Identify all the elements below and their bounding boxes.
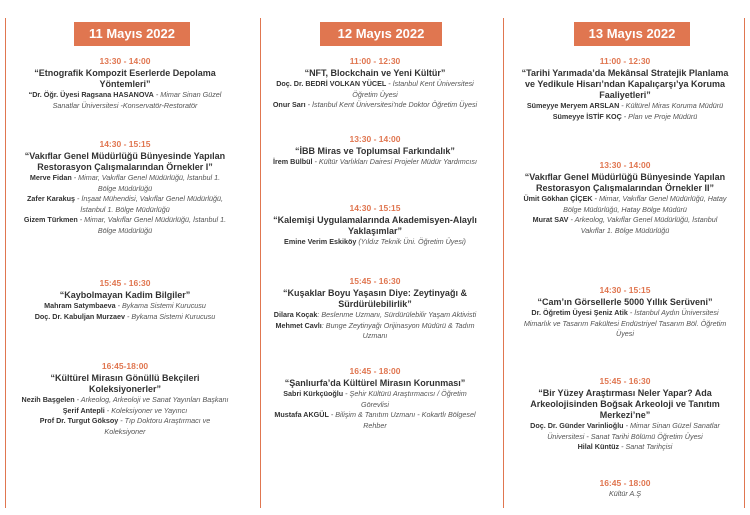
speaker (270, 321, 480, 342)
speaker (20, 173, 230, 194)
speaker-name: Gizem Türkmen (23, 215, 78, 224)
session-title: “Tarihi Yarımada’da Mekânsal Stratejik Planlama ve Yedikule Hisarı’ndan Kapalıçarşı’ya Koruma Faaliyetleri” (521, 68, 729, 100)
speaker (270, 237, 480, 248)
speaker-name: Zafer Karakuş (27, 194, 75, 203)
speaker-role: - Şehir Kültürü Araştırmacısı / Öğretim Görevlisi (343, 389, 467, 409)
speaker-name: Emine Verim Eskiköy (284, 237, 357, 246)
speaker (520, 215, 730, 236)
speaker-name: Mahram Satymbaeva (44, 301, 116, 310)
session-time: 15:45 - 16:30 (599, 376, 651, 386)
session (250, 56, 500, 111)
speaker (270, 79, 480, 100)
speaker-name: Hilal Küntüz (577, 442, 620, 451)
speaker-role: - İnşaat Mühendisi, Vakıflar Genel Müdürlüğü, İstanbul 1. Bölge Müdürlüğü (75, 194, 223, 214)
speaker-role: - Mimar, Vakıflar Genel Müdürlüğü, Hatay Bölge Müdürlüğü, Hatay Bölge Müdürü (563, 194, 727, 214)
speaker (20, 194, 230, 215)
session-title: “Etnografik Kompozit Eserlerde Depolama Yöntemleri” (34, 68, 216, 89)
speaker-name: Nezih Başgelen (21, 395, 75, 404)
speaker-role: - İstanbul Aydın Üniversitesi Mimarlık ve Tasarım Fakültesi Endüstriyel Tasarım Böl. Öğretim Üyesi (523, 308, 727, 338)
speaker (520, 112, 730, 123)
session (500, 376, 750, 453)
speaker-role: - Koleksiyoner ve Yayıncı (104, 405, 188, 415)
session-time: 11:00 - 12:30 (599, 56, 651, 66)
speaker-role: - Bykama Sistemi Kurucusu (115, 301, 206, 310)
session (500, 285, 750, 340)
speaker-role: - Sanat Tarihçisi (619, 442, 673, 451)
day-column (250, 0, 500, 515)
session-title: “NFT, Blockchain ve Yeni Kültür” (304, 68, 446, 78)
speaker-name: Onur Sarı (272, 100, 306, 109)
speaker-name: Murat SAV (532, 215, 569, 224)
speaker-role: : Beslenme Uzmanı, Sürdürülebilir Yaşam Aktivisti (317, 310, 477, 319)
speaker (270, 157, 480, 168)
session-title: “Kültürel Mirasın Gönüllü Bekçileri Koleksiyonerler” (50, 373, 200, 394)
speaker-name: İrem Bülbül (273, 157, 313, 166)
speaker (270, 310, 480, 321)
speaker-name: Dr. Öğretim Üyesi Şeniz Atik (531, 308, 628, 317)
speaker-name: Mustafa AKGÜL (274, 410, 329, 419)
speaker-name: Doç. Dr. Kabuljan Murzaev (34, 311, 125, 321)
session-title: “Kaybolmayan Kadim Bilgiler” (59, 290, 191, 300)
speaker-role: - Mimar, Vakıflar Genel Müdürlüğü, İstanbul 1. Bölge Müdürlüğü (71, 173, 221, 193)
session (500, 478, 750, 500)
session (0, 361, 250, 437)
session-title: “Kalemişi Uygulamalarında Akademisyen-Alaylı Yaklaşımlar” (273, 215, 477, 236)
speaker-name: Merve Fidan (29, 173, 72, 182)
speaker (270, 389, 480, 410)
speaker (20, 406, 230, 417)
session-title: “Cam’ın Görsellerle 5000 Yıllık Serüveni” (537, 297, 713, 307)
speaker (520, 308, 730, 340)
speaker (270, 100, 480, 111)
speaker-role: - Plan ve Proje Müdürü (621, 111, 698, 121)
session-title: “Kuşaklar Boyu Yaşasın Diye: Zeytinyağı & Sürdürülebilirlik” (283, 288, 467, 309)
session-title: “İBB Miras ve Toplumsal Farkındalık” (295, 146, 455, 156)
session (250, 134, 500, 168)
speaker-role: - Mimar Sinan Güzel Sanatlar Üniversitesi - Sanat Tarihi Bölümü Öğretim Üyesi (547, 421, 720, 441)
speaker-role: : Bunge Zeytinyağı Orijinasyon Müdürü & Tadım Uzmanı (321, 320, 475, 340)
session-time: 13:30 - 14:00 (599, 160, 651, 170)
speaker-name: Mehmet Cavlı (275, 320, 322, 330)
speaker-role: - Kültür Varlıkları Dairesi Projeler Müdür Yardımcısı (312, 157, 477, 166)
session-time: 14:30 - 15:15 (349, 203, 401, 213)
session-time: 16:45-18:00 (101, 361, 149, 371)
speaker-role: - Kültürel Miras Koruma Müdürü (619, 101, 724, 110)
speaker-name: Şerif Antepli (62, 405, 105, 415)
speaker-name: Doç. Dr. Günder Varinlioğlu (530, 421, 624, 430)
session-time: 13:30 - 14:00 (99, 56, 151, 66)
day-column (0, 0, 250, 515)
speaker-name: Sümeyye Meryem ARSLAN (526, 101, 620, 110)
session (250, 203, 500, 248)
speaker (520, 194, 730, 215)
session-time: 16:45 - 18:00 (349, 366, 401, 376)
speaker-role: - İstanbul Kent Üniversitesi Öğretim Üyesi (352, 79, 474, 99)
session-time: 14:30 - 15:15 (99, 139, 151, 149)
speaker (20, 90, 230, 111)
session (0, 278, 250, 322)
speaker-role: - Mimar Sinan Güzel Sanatlar Üniversitesi -Konservatör-Restoratör (52, 90, 222, 110)
speaker (520, 489, 730, 500)
speaker-name: Prof Dr. Turgut Göksoy (39, 416, 119, 425)
speaker (20, 416, 230, 437)
speaker-role: (Yıldız Teknik Üni. Öğretim Üyesi) (356, 237, 466, 246)
speaker-name: Doç. Dr. BEDRİ VOLKAN YÜCEL (276, 79, 387, 88)
speaker-role: - Tıp Doktoru Araştırmacı ve Koleksiyoner (104, 416, 211, 436)
session (250, 276, 500, 342)
day-header: 12 Mayıs 2022 (320, 22, 442, 46)
speaker-role: - Bilişim & Tanıtım Uzmanı - Kokartlı Bölgesel Rehber (328, 410, 476, 430)
session (0, 139, 250, 236)
session-title: “Bir Yüzey Araştırması Neler Yapar? Ada Arkeolojisinden Boğsak Arkeoloji ve Tanıtım Merkezi’ne” (530, 388, 720, 420)
session-time: 15:45 - 16:30 (349, 276, 401, 286)
session (500, 56, 750, 122)
session (500, 160, 750, 236)
speaker-role: - Bykama Sistemi Kurucusu (124, 311, 216, 321)
speaker (270, 410, 480, 431)
session-time: 14:30 - 15:15 (599, 285, 651, 295)
session-title: “Vakıflar Genel Müdürlüğü Bünyesinde Yapılan Restorasyon Çalışmalarından Örnekler I” (24, 151, 226, 172)
day-header: 11 Mayıs 2022 (74, 22, 190, 46)
speaker-name: Ümit Gökhan ÇİÇEK (523, 194, 593, 203)
session-title: “Vakıflar Genel Müdürlüğü Bünyesinde Yapılan Restorasyon Çalışmalarından Örnekler II” (524, 172, 726, 193)
speaker (520, 101, 730, 112)
day-column (500, 0, 750, 515)
session-time: 16:45 - 18:00 (599, 478, 651, 488)
speaker-role: - İstanbul Kent Üniversitesi'nde Doktor Öğretim Üyesi (305, 100, 478, 109)
session-time: 11:00 - 12:30 (349, 56, 401, 66)
speaker-name: “Dr. Öğr. Üyesi Ragsana HASANOVA (28, 90, 154, 99)
speaker-name: Sabri Kürkçüoğlu (283, 389, 344, 398)
speaker (20, 215, 230, 236)
speaker (520, 421, 730, 442)
speaker (520, 442, 730, 453)
session-time: 15:45 - 16:30 (99, 278, 151, 288)
speaker (20, 395, 230, 406)
session-title: “Şanlıurfa’da Kültürel Mirasın Korunması” (284, 378, 466, 388)
speaker-role: Kültür A.Ş (608, 489, 642, 498)
speaker-name: Dilara Koçak (273, 310, 318, 319)
speaker-role: - Mimar, Vakıflar Genel Müdürlüğü, İstanbul 1. Bölge Müdürlüğü (77, 215, 227, 235)
day-header: 13 Mayıs 2022 (574, 22, 690, 46)
session (0, 56, 250, 111)
speaker-role: - Arkeolog, Vakıflar Genel Müdürlüğü, İstanbul Vakıflar 1. Bölge Müdürlüğü (568, 215, 718, 235)
speaker (20, 312, 230, 323)
speaker-name: Sümeyye İSTİF KOÇ (552, 111, 622, 121)
session-time: 13:30 - 14:00 (349, 134, 401, 144)
speaker (20, 301, 230, 312)
speaker-role: - Arkeolog, Arkeoloji ve Sanat Yayınları Başkanı (74, 395, 229, 404)
session (250, 366, 500, 431)
